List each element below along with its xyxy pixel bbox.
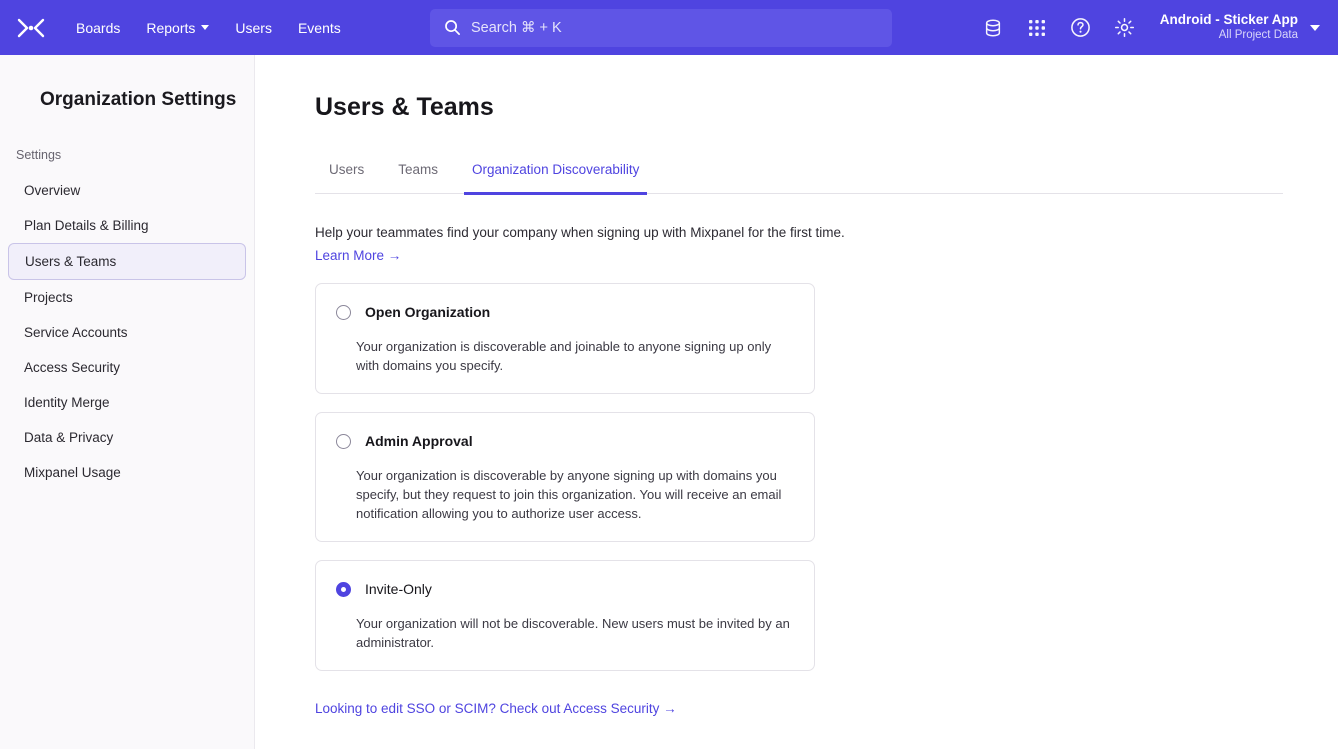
- sidebar-item-label: Plan Details & Billing: [24, 218, 149, 233]
- sidebar-item-identity-merge[interactable]: [8, 385, 246, 420]
- sidebar-item-service-accounts[interactable]: [8, 315, 246, 350]
- option-card-admin-approval[interactable]: [315, 412, 815, 542]
- access-security-link[interactable]: Looking to edit SSO or SCIM? Check out Access Security →: [315, 701, 677, 716]
- nav-item-label: Boards: [76, 19, 121, 36]
- chevron-down-icon: [1310, 25, 1320, 31]
- project-name: Android - Sticker App: [1159, 12, 1298, 27]
- sidebar-item-projects[interactable]: [8, 280, 246, 315]
- tab-bar: [315, 162, 1283, 194]
- option-label: Open Organization: [365, 304, 491, 320]
- nav-item-events[interactable]: [288, 13, 351, 43]
- sidebar-item-data-privacy[interactable]: [8, 420, 246, 455]
- sidebar-item-access-security[interactable]: [8, 350, 246, 385]
- page-body: [0, 55, 1338, 749]
- chevron-down-icon: [201, 25, 209, 30]
- apps-grid-icon[interactable]: [1022, 13, 1052, 43]
- tab-label: Organization Discoverability: [472, 162, 640, 177]
- sidebar-item-label: Mixpanel Usage: [24, 465, 121, 480]
- nav-item-boards[interactable]: [66, 13, 130, 43]
- radio-open-organization[interactable]: [336, 305, 351, 320]
- search-placeholder: Search ⌘ + K: [471, 19, 562, 36]
- nav-item-label: Events: [297, 19, 341, 36]
- sidebar-item-overview[interactable]: [8, 173, 246, 208]
- project-selector[interactable]: [1160, 12, 1320, 43]
- primary-nav-links: [66, 13, 351, 43]
- option-description: Your organization is discoverable and joinable to anyone signing up only with domains you specify.: [356, 339, 772, 373]
- nav-item-label: Users: [235, 19, 272, 36]
- sidebar-item-label: Overview: [24, 183, 81, 198]
- main-content: [255, 55, 1338, 749]
- sidebar-item-mixpanel-usage[interactable]: [8, 455, 246, 490]
- sidebar-item-label: Identity Merge: [24, 395, 110, 410]
- search-input[interactable]: [430, 9, 892, 47]
- gear-icon[interactable]: [1110, 13, 1140, 43]
- sidebar-item-label: Users & Teams: [25, 254, 117, 269]
- tab-label: Teams: [398, 162, 439, 177]
- tab-teams[interactable]: [398, 162, 438, 193]
- option-label: Admin Approval: [365, 433, 473, 449]
- option-card-open-organization[interactable]: [315, 283, 815, 394]
- tab-users[interactable]: [329, 162, 364, 193]
- tab-organization-discoverability[interactable]: [472, 162, 639, 193]
- sidebar-item-label: Service Accounts: [24, 325, 128, 340]
- top-navigation-bar: [0, 0, 1338, 55]
- topnav-right-actions: [978, 12, 1324, 43]
- discoverability-description: Help your teammates find your company when signing up with Mixpanel for the first time.: [315, 225, 845, 240]
- settings-sidebar: [0, 55, 255, 749]
- sidebar-section-label: Settings: [16, 148, 62, 162]
- sidebar-item-label: Data & Privacy: [24, 430, 114, 445]
- tab-label: Users: [329, 162, 365, 177]
- radio-invite-only[interactable]: [336, 582, 351, 597]
- option-header: [336, 433, 794, 449]
- help-circle-icon[interactable]: [1066, 13, 1096, 43]
- page-title: Users & Teams: [315, 93, 494, 121]
- nav-item-reports[interactable]: [136, 13, 219, 43]
- sidebar-item-users-teams[interactable]: [8, 243, 246, 280]
- nav-item-users[interactable]: [225, 13, 282, 43]
- project-subtitle: All Project Data: [1218, 29, 1298, 41]
- radio-admin-approval[interactable]: [336, 434, 351, 449]
- sidebar-item-label: Projects: [24, 290, 73, 305]
- search-icon: [444, 19, 461, 36]
- option-label: Invite-Only: [365, 581, 432, 597]
- sidebar-item-label: Access Security: [24, 360, 121, 375]
- sidebar-title: Organization Settings: [40, 89, 237, 110]
- option-header: [336, 304, 794, 320]
- database-icon[interactable]: [978, 13, 1008, 43]
- mixpanel-logo-icon[interactable]: [14, 11, 48, 45]
- sidebar-item-plan-details-billing[interactable]: [8, 208, 246, 243]
- option-description: Your organization will not be discoverable. New users must be invited by an administrator.: [356, 616, 790, 650]
- nav-item-label: Reports: [146, 19, 196, 36]
- option-header: [336, 581, 794, 597]
- option-card-invite-only[interactable]: [315, 560, 815, 671]
- option-description: Your organization is discoverable by anyone signing up with domains you specify, but they request to join this organization. You will receive an email notification allowing you to authorize user access.: [356, 468, 782, 521]
- learn-more-link[interactable]: Learn More →: [315, 248, 402, 263]
